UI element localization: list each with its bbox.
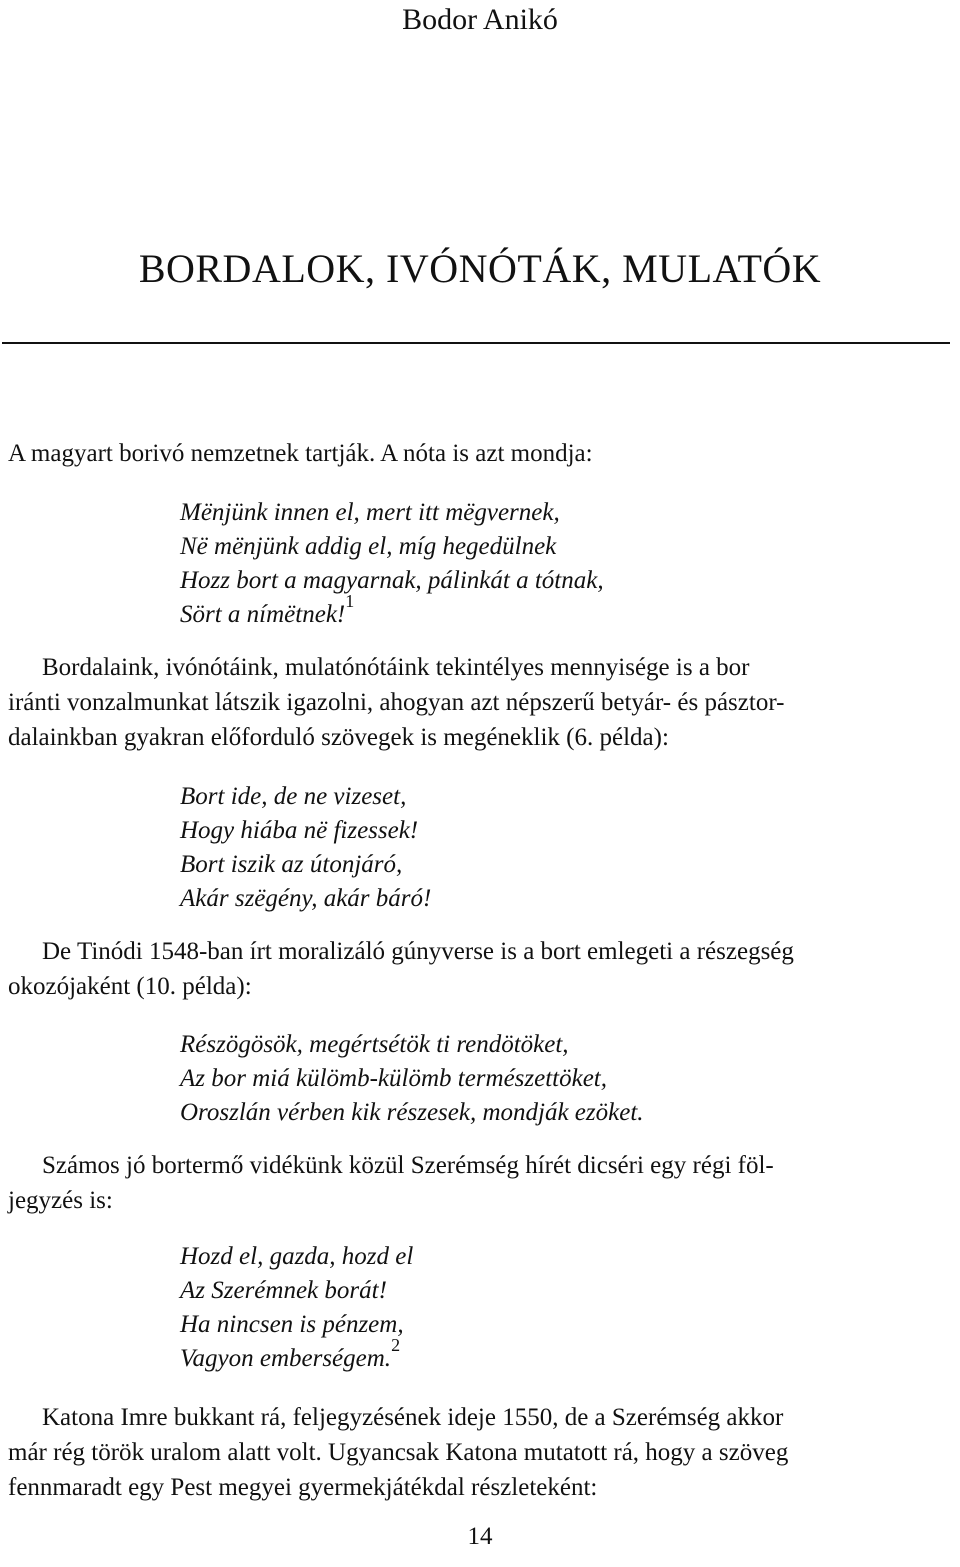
verse-line: Hogy hiába në fizessek! — [180, 817, 419, 844]
paragraph-line: jegyzés is: — [8, 1187, 113, 1214]
verse-line: Bort iszik az útonjáró, — [180, 851, 403, 878]
verse-3 — [180, 1028, 900, 1130]
paragraph-line: fennmaradt egy Pest megyei gyermekjátékdal részleteként: — [8, 1474, 598, 1501]
paragraph-2 — [8, 934, 954, 1004]
paragraph-line: már rég török uralom alatt volt. Ugyancsak Katona mutatott rá, hogy a szöveg — [8, 1439, 789, 1466]
verse-line: Részögösök, megértsétök ti rendötöket, — [180, 1031, 569, 1058]
paragraph-line: Katona Imre bukkant rá, feljegyzésének ideje 1550, de a Szerémség akkor — [42, 1404, 784, 1431]
verse-1 — [180, 496, 900, 632]
paragraph-4 — [8, 1400, 954, 1505]
verse-line-text: Vagyon emberségem. — [180, 1345, 392, 1372]
verse-line: Az Szerémnek borát! — [180, 1277, 387, 1304]
verse-line: Mënjünk innen el, mert itt mëgvernek, — [180, 499, 560, 526]
paragraph-line: Számos jó bortermő vidékünk közül Szerémség hírét dicséri egy régi föl- — [42, 1152, 774, 1179]
chapter-title: BORDALOK, IVÓNÓTÁK, MULATÓK — [138, 246, 822, 291]
verse-line: Bort ide, de ne vizeset, — [180, 783, 407, 810]
verse-line: Oroszlán vérben kik részesek, mondják ezöket. — [180, 1099, 644, 1126]
paragraph-line: dalainkban gyakran előforduló szövegek is megéneklik (6. példa): — [8, 724, 669, 751]
paragraph-line: okozójaként (10. példa): — [8, 973, 252, 1000]
page-number: 14 — [467, 1523, 493, 1550]
author-name: Bodor Anikó — [402, 3, 558, 36]
paragraph-1 — [8, 650, 954, 755]
verse-4 — [180, 1240, 900, 1376]
verse-line — [180, 590, 900, 632]
paragraph-3 — [8, 1148, 954, 1218]
verse-line: Az bor miá külömb-külömb természettöket, — [180, 1065, 608, 1092]
verse-line: Hozz bort a magyarnak, pálinkát a tótnak, — [180, 567, 604, 594]
verse-line: Akár szëgény, akár báró! — [180, 885, 432, 912]
footnote-marker: 1 — [345, 590, 355, 611]
verse-line: Në mënjünk addig el, míg hegedülnek — [180, 533, 557, 560]
footnote-marker: 2 — [391, 1334, 401, 1355]
paragraph-line: iránti vonzalmunkat látszik igazolni, ahogyan azt népszerű betyár- és pásztor- — [8, 689, 785, 716]
verse-line — [180, 1334, 900, 1376]
intro-paragraph — [8, 436, 954, 471]
verse-line: Ha nincsen is pénzem, — [180, 1311, 404, 1338]
paragraph-line: De Tinódi 1548-ban írt moralizáló gúnyverse is a bort emlegeti a részegség — [42, 938, 794, 965]
verse-line-text: Sört a nímëtnek! — [180, 601, 346, 628]
intro-text: A magyart borivó nemzetnek tartják. A nóta is azt mondja: — [8, 440, 593, 467]
title-divider — [2, 342, 950, 344]
verse-line: Hozd el, gazda, hozd el — [180, 1243, 414, 1270]
paragraph-line: Bordalaink, ivónótáink, mulatónótáink tekintélyes mennyisége is a bor — [42, 654, 750, 681]
verse-2 — [180, 780, 900, 916]
